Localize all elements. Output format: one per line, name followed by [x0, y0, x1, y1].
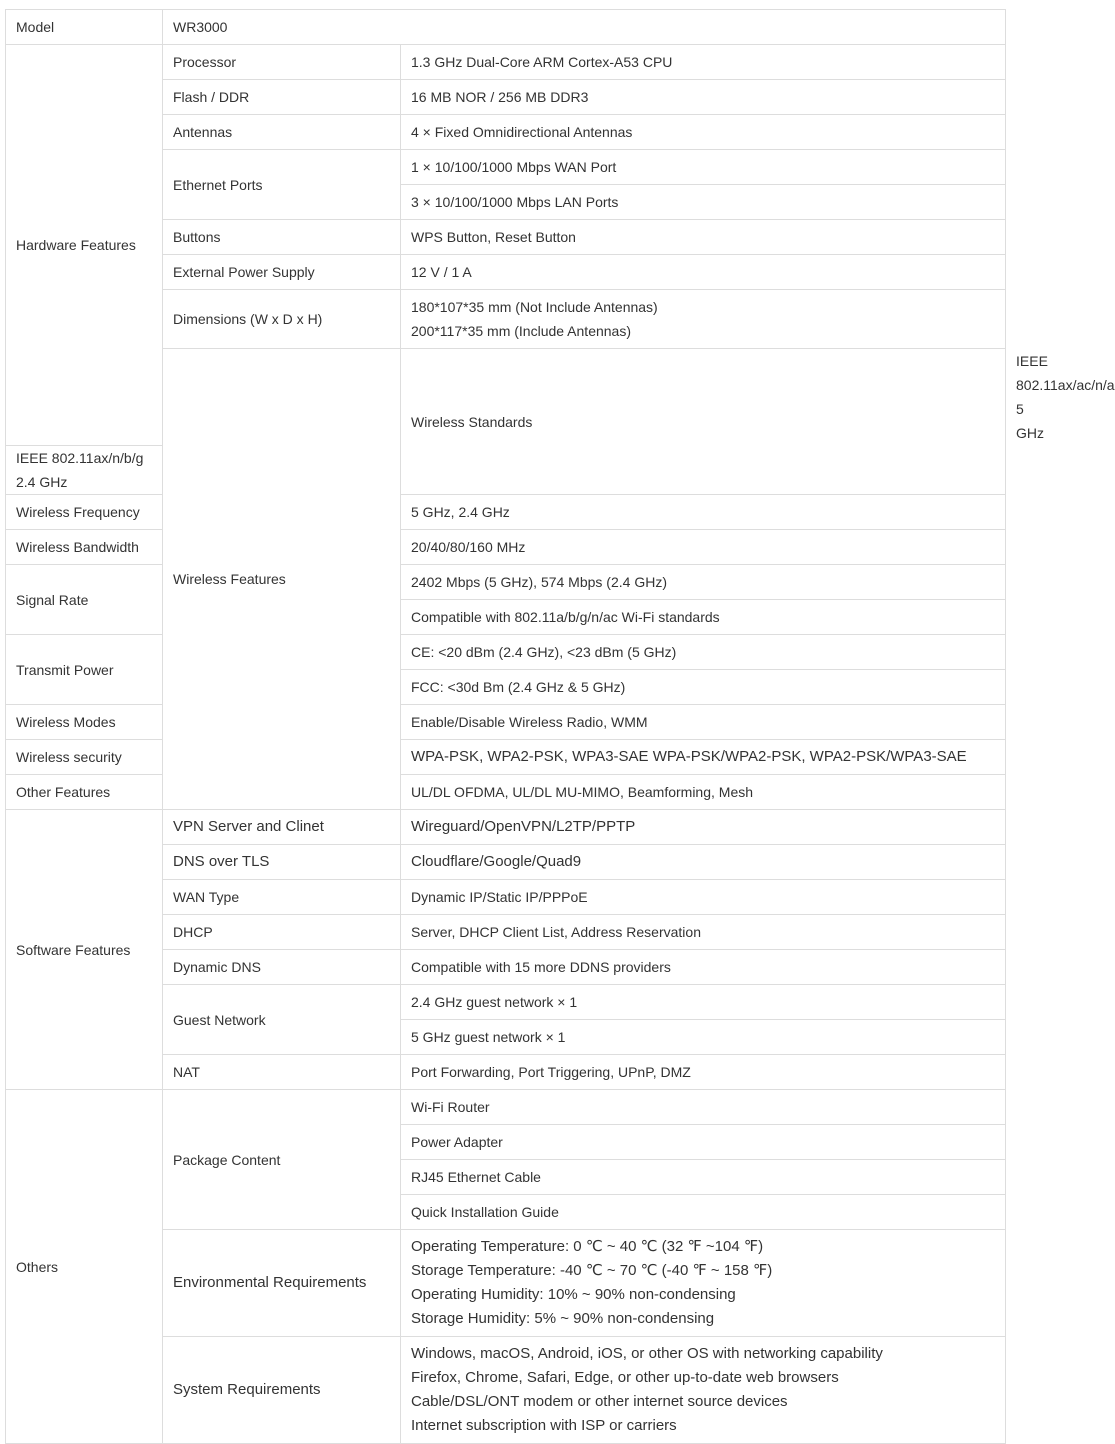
row-value: 20/40/80/160 MHz [401, 530, 1006, 565]
row-label: DHCP [163, 915, 401, 950]
row-label: Signal Rate [6, 565, 163, 635]
table-row [6, 775, 1006, 810]
row-value: IEEE 802.11ax/n/b/g 2.4 GHz [6, 446, 163, 495]
model-label: Model [6, 10, 163, 45]
row-value: 4 × Fixed Omnidirectional Antennas [401, 115, 1006, 150]
table-row [6, 10, 1006, 45]
row-label: NAT [163, 1055, 401, 1090]
row-label: Wireless Standards [401, 349, 1006, 495]
table-row [6, 740, 1006, 775]
row-value: 3 × 10/100/1000 Mbps LAN Ports [401, 185, 1006, 220]
table-row [6, 1090, 1006, 1125]
table-row [6, 705, 1006, 740]
row-label: Wireless Frequency [6, 495, 163, 530]
row-value: Enable/Disable Wireless Radio, WMM [401, 705, 1006, 740]
row-label: VPN Server and Clinet [163, 810, 401, 845]
row-value: 2.4 GHz guest network × 1 [401, 985, 1006, 1020]
table-row [6, 530, 1006, 565]
row-label: Ethernet Ports [163, 150, 401, 220]
row-label: Flash / DDR [163, 80, 401, 115]
table-row: Wireless Features Wireless Standards IEEE 802.11ax/ac/n/a 5 GHz [6, 349, 1006, 446]
row-label: Antennas [163, 115, 401, 150]
table-row [6, 495, 1006, 530]
row-label: Transmit Power [6, 635, 163, 705]
row-value: 12 V / 1 A [401, 255, 1006, 290]
row-label: Wireless Modes [6, 705, 163, 740]
row-value: 1 × 10/100/1000 Mbps WAN Port [401, 150, 1006, 185]
row-value: 180*107*35 mm (Not Include Antennas) 200*117*35 mm (Include Antennas) [401, 290, 1006, 349]
row-label: Guest Network [163, 985, 401, 1055]
row-value: 5 GHz, 2.4 GHz [401, 495, 1006, 530]
row-value: 16 MB NOR / 256 MB DDR3 [401, 80, 1006, 115]
row-value: Wireguard/OpenVPN/L2TP/PPTP [401, 810, 1006, 845]
section-others: Others [6, 1090, 163, 1444]
row-value: RJ45 Ethernet Cable [401, 1160, 1006, 1195]
table-row [6, 635, 1006, 670]
row-value: UL/DL OFDMA, UL/DL MU-MIMO, Beamforming, Mesh [401, 775, 1006, 810]
row-value: Dynamic IP/Static IP/PPPoE [401, 880, 1006, 915]
row-value: Cloudflare/Google/Quad9 [401, 845, 1006, 880]
row-label: Other Features [6, 775, 163, 810]
section-hardware-features: Hardware Features [6, 45, 163, 446]
row-value: WPA-PSK, WPA2-PSK, WPA3-SAE WPA-PSK/WPA2-PSK, WPA2-PSK/WPA3-SAE [401, 740, 1006, 775]
table-row [6, 45, 1006, 80]
spec-table [5, 9, 1115, 1444]
row-label: Wireless Bandwidth [6, 530, 163, 565]
row-value: Server, DHCP Client List, Address Reservation [401, 915, 1006, 950]
row-value: 2402 Mbps (5 GHz), 574 Mbps (2.4 GHz) [401, 565, 1006, 600]
row-value: Port Forwarding, Port Triggering, UPnP, DMZ [401, 1055, 1006, 1090]
row-value: WPS Button, Reset Button [401, 220, 1006, 255]
row-value: Compatible with 15 more DDNS providers [401, 950, 1006, 985]
row-label: Buttons [163, 220, 401, 255]
row-value: 5 GHz guest network × 1 [401, 1020, 1006, 1055]
section-software-features: Software Features [6, 810, 163, 1090]
row-label: System Requirements [163, 1337, 401, 1444]
row-value: Windows, macOS, Android, iOS, or other OS with networking capability Firefox, Chrome, Safari, Edge, or other up-to-date web browsers Cable/DSL/ONT modem or other internet source devices Internet subscription with ISP or carriers [401, 1337, 1006, 1444]
table-row [6, 810, 1006, 845]
row-label: WAN Type [163, 880, 401, 915]
row-label: Dynamic DNS [163, 950, 401, 985]
row-label: Processor [163, 45, 401, 80]
row-label: Wireless security [6, 740, 163, 775]
row-label: Environmental Requirements [163, 1230, 401, 1337]
row-value: Quick Installation Guide [401, 1195, 1006, 1230]
row-value: Operating Temperature: 0 ℃ ~ 40 ℃ (32 ℉ ~104 ℉) Storage Temperature: -40 ℃ ~ 70 ℃ (-40 ℉ ~ 158 ℉) Operating Humidity: 10% ~ 90% non-condensing Storage Humidity: 5% ~ 90% non-condensing [401, 1230, 1006, 1337]
row-label: Package Content [163, 1090, 401, 1230]
section-wireless-features: Wireless Features [163, 349, 401, 810]
table-row [6, 565, 1006, 600]
row-value: CE: <20 dBm (2.4 GHz), <23 dBm (5 GHz) [401, 635, 1006, 670]
row-label: DNS over TLS [163, 845, 401, 880]
row-value: 1.3 GHz Dual-Core ARM Cortex-A53 CPU [401, 45, 1006, 80]
model-value: WR3000 [163, 10, 1006, 45]
row-value: Power Adapter [401, 1125, 1006, 1160]
row-label: External Power Supply [163, 255, 401, 290]
row-value: Wi-Fi Router [401, 1090, 1006, 1125]
row-label: Dimensions (W x D x H) [163, 290, 401, 349]
row-value: Compatible with 802.11a/b/g/n/ac Wi-Fi standards [401, 600, 1006, 635]
row-value: FCC: <30d Bm (2.4 GHz & 5 GHz) [401, 670, 1006, 705]
